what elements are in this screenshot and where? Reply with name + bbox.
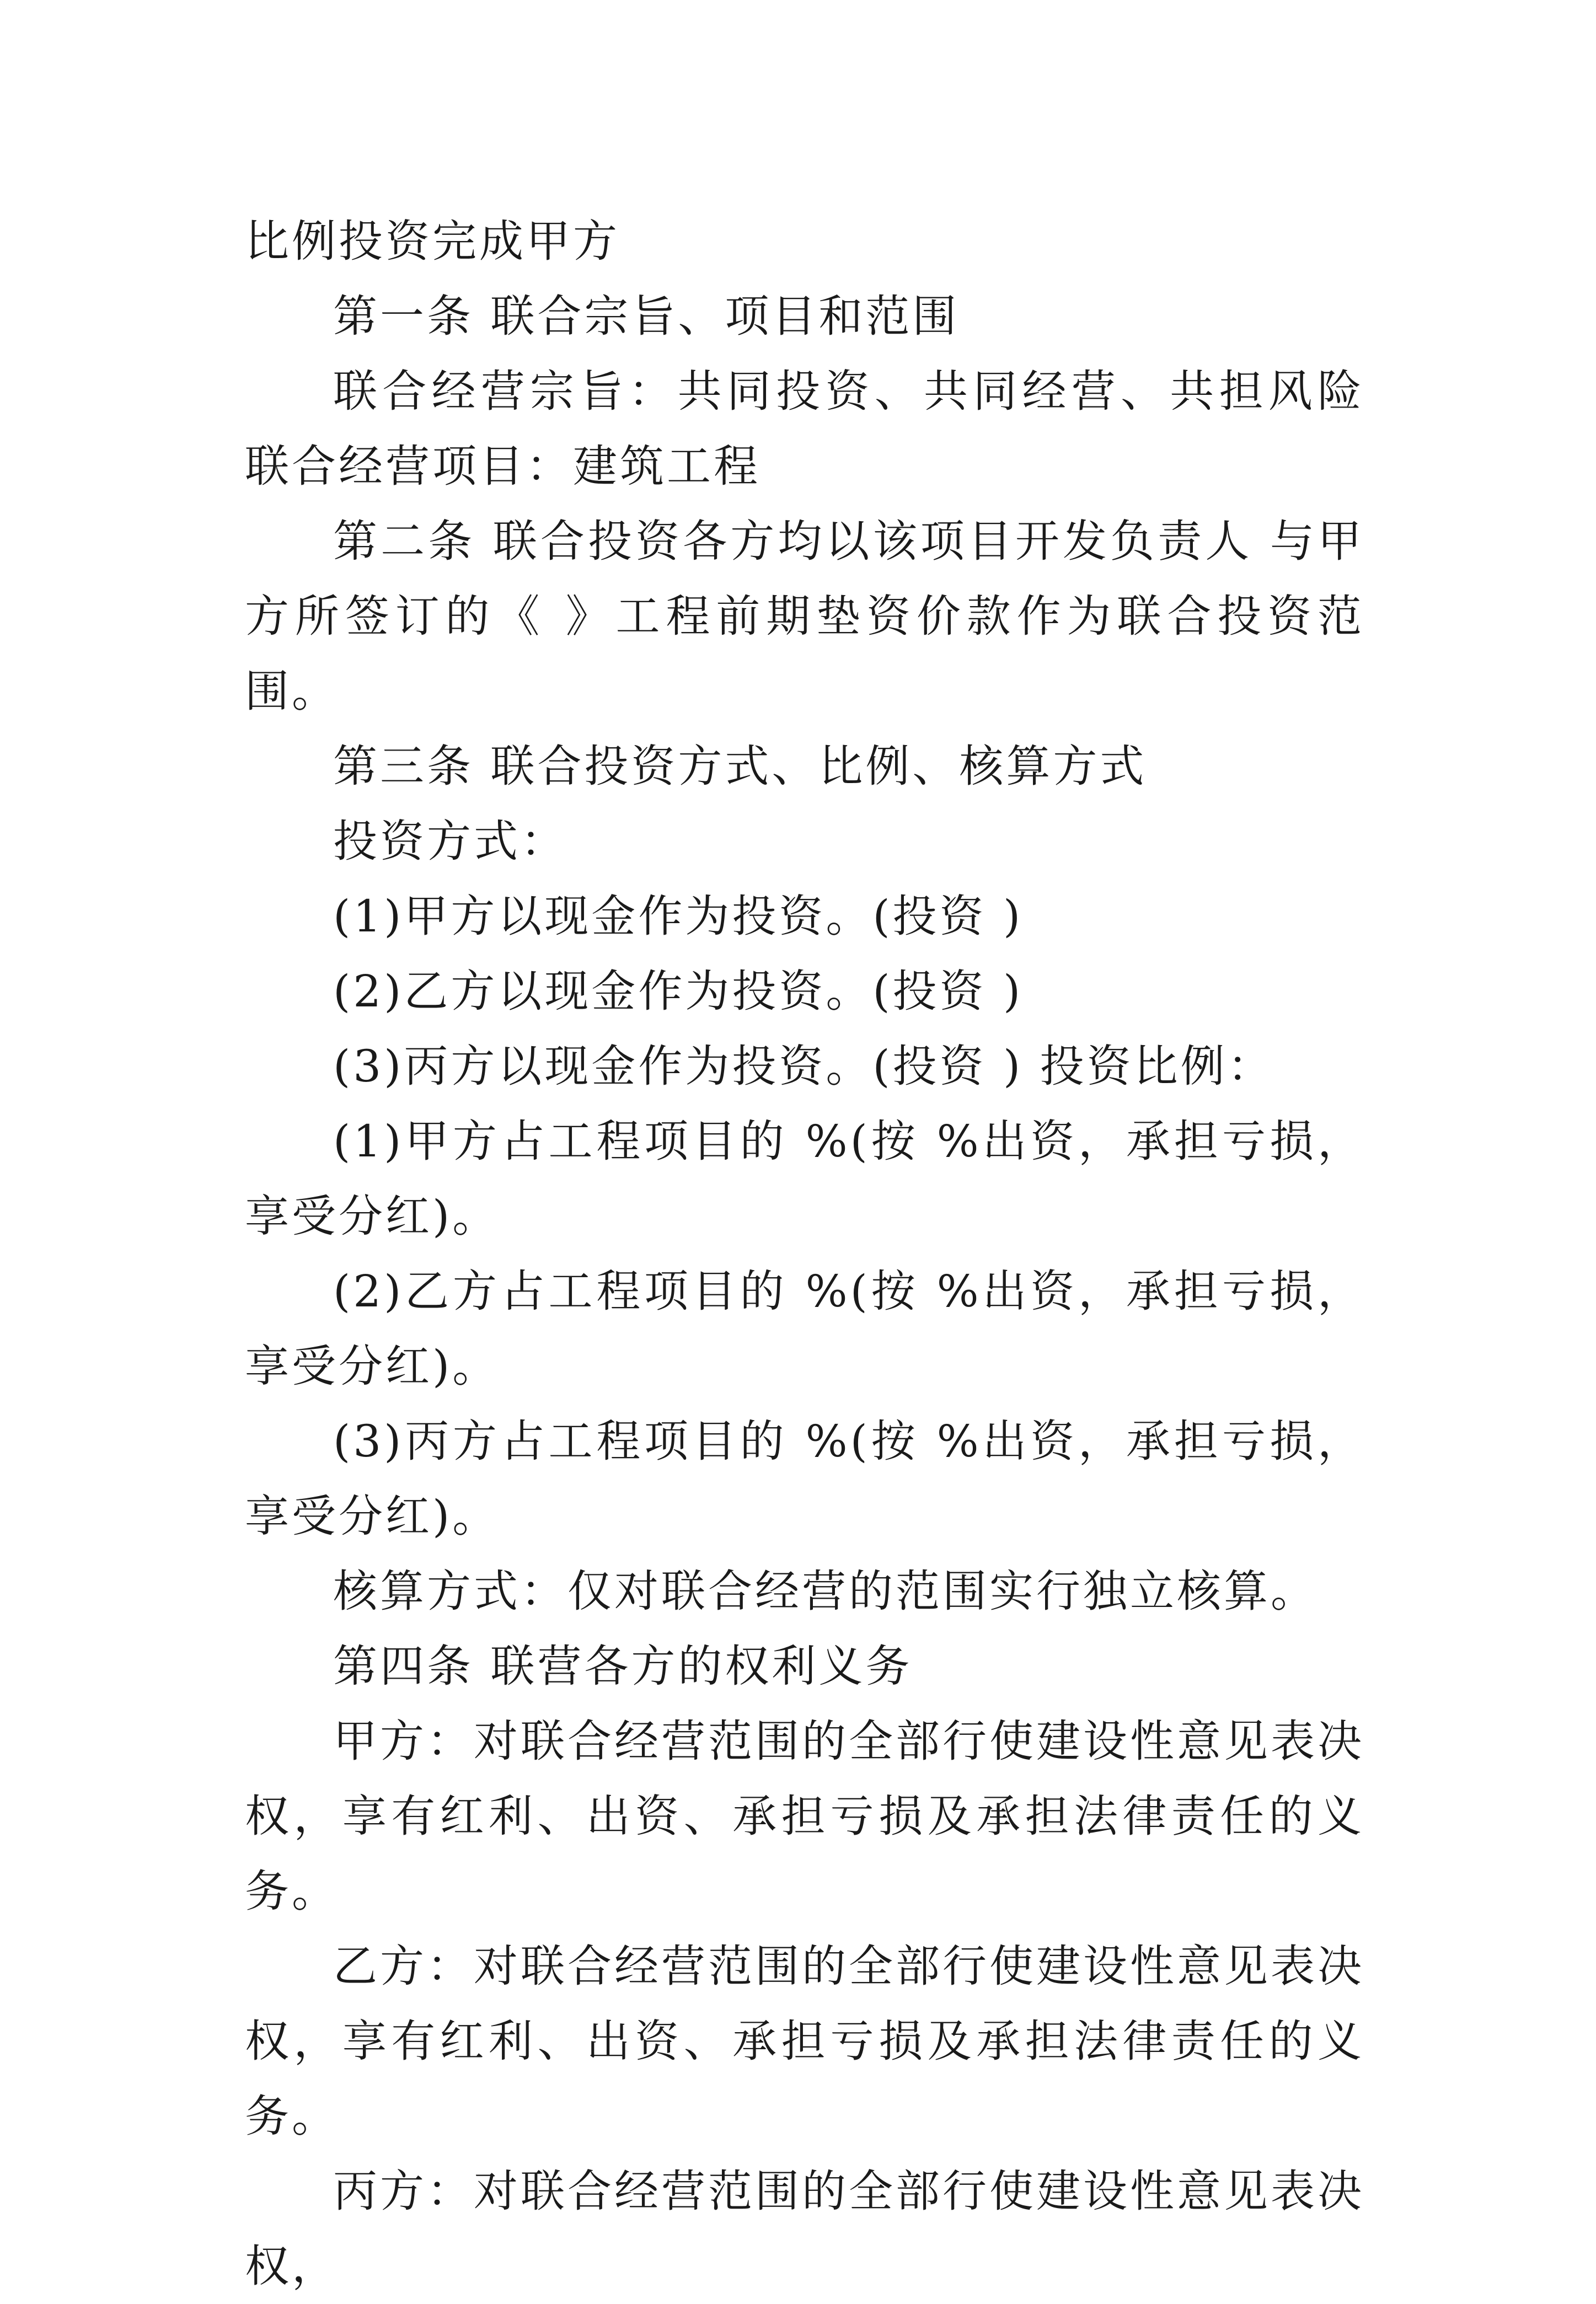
investment-item-a: (1)甲方以现金作为投资。(投资 ) <box>333 891 1024 942</box>
paragraph-continuation: 比例投资完成甲方 <box>245 216 620 267</box>
article-3-heading: 第三条 联合投资方式、比例、核算方式 <box>333 741 1147 792</box>
ratio-item-c: (3)丙方占工程项目的 %(按 %出资，承担亏损，享受分红)。 <box>245 1416 1364 1542</box>
investment-item-b: (2)乙方以现金作为投资。(投资 ) <box>333 966 1024 1017</box>
article-1-heading: 第一条 联合宗旨、项目和范围 <box>333 291 960 342</box>
investment-item-c: (3)丙方以现金作为投资。(投资 ) 投资比例： <box>333 1041 1274 1092</box>
paragraph-purpose: 联合经营宗旨：共同投资、共同经营、共担风险 联合经营项目：建筑工程 <box>245 366 1364 492</box>
document-body <box>245 204 1364 2304</box>
accounting-method: 核算方式：仅对联合经营的范围实行独立核算。 <box>333 1566 1317 1617</box>
party-b-rights: 乙方：对联合经营范围的全部行使建设性意见表决权，享有红利、出资、承担亏损及承担法律责任的义务。 <box>245 1941 1364 2142</box>
article-4-heading: 第四条 联营各方的权利义务 <box>333 1641 913 1692</box>
party-c-rights: 丙方：对联合经营范围的全部行使建设性意见表决权， <box>245 2166 1364 2292</box>
ratio-item-b: (2)乙方占工程项目的 %(按 %出资，承担亏损，享受分红)。 <box>245 1266 1364 1392</box>
article-2-paragraph: 第二条 联合投资各方均以该项目开发负责人 与甲方所签订的《 》工程前期垫资价款作为联合投资范围。 <box>245 516 1364 717</box>
investment-method-label: 投资方式： <box>333 816 567 867</box>
party-a-rights: 甲方：对联合经营范围的全部行使建设性意见表决权，享有红利、出资、承担亏损及承担法律责任的义务。 <box>245 1716 1364 1917</box>
ratio-item-a: (1)甲方占工程项目的 %(按 %出资，承担亏损，享受分红)。 <box>245 1116 1364 1242</box>
